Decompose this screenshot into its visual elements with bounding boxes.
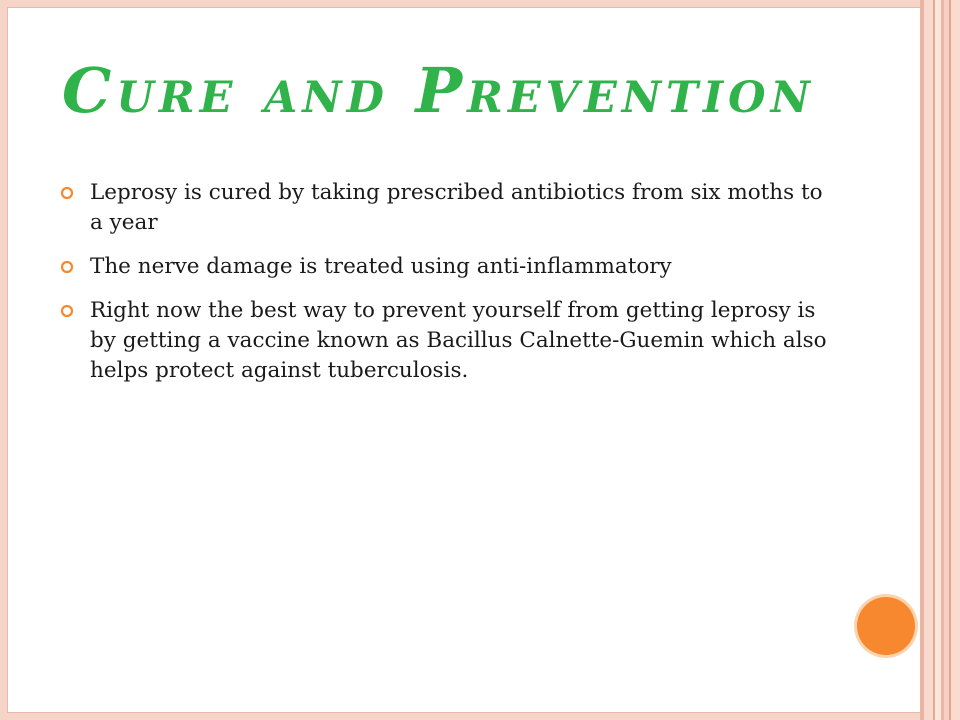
frame-inner-line-left [7,7,8,713]
bullet-text: Leprosy is cured by taking prescribed antibiotics from six moths to a year [90,180,823,235]
frame-inner-line-bottom [7,712,920,713]
circle-outline-icon [60,304,74,318]
bullet-text: Right now the best way to prevent yourself from getting leprosy is by getting a vaccine known as Bacillus Calnette-Guemin which also helps protect against tuberculosis. [90,298,827,383]
circle-outline-icon [60,186,74,200]
right-decorative-stripes [920,0,960,720]
bullet-item [60,252,840,282]
frame-top-border [0,0,960,7]
frame-left-border [0,0,7,720]
frame-bottom-border [0,713,960,720]
frame-inner-line-top [7,7,920,8]
circle-outline-icon [60,260,74,274]
stripe [951,0,960,720]
bullet-item [60,178,840,238]
bullet-text: The nerve damage is treated using anti-inflammatory [90,254,672,279]
bullet-item [60,296,840,386]
stripe [924,0,933,720]
orange-circle-icon [857,597,915,655]
bullet-list [60,178,840,400]
slide-title: Cure and Prevention [62,54,815,127]
